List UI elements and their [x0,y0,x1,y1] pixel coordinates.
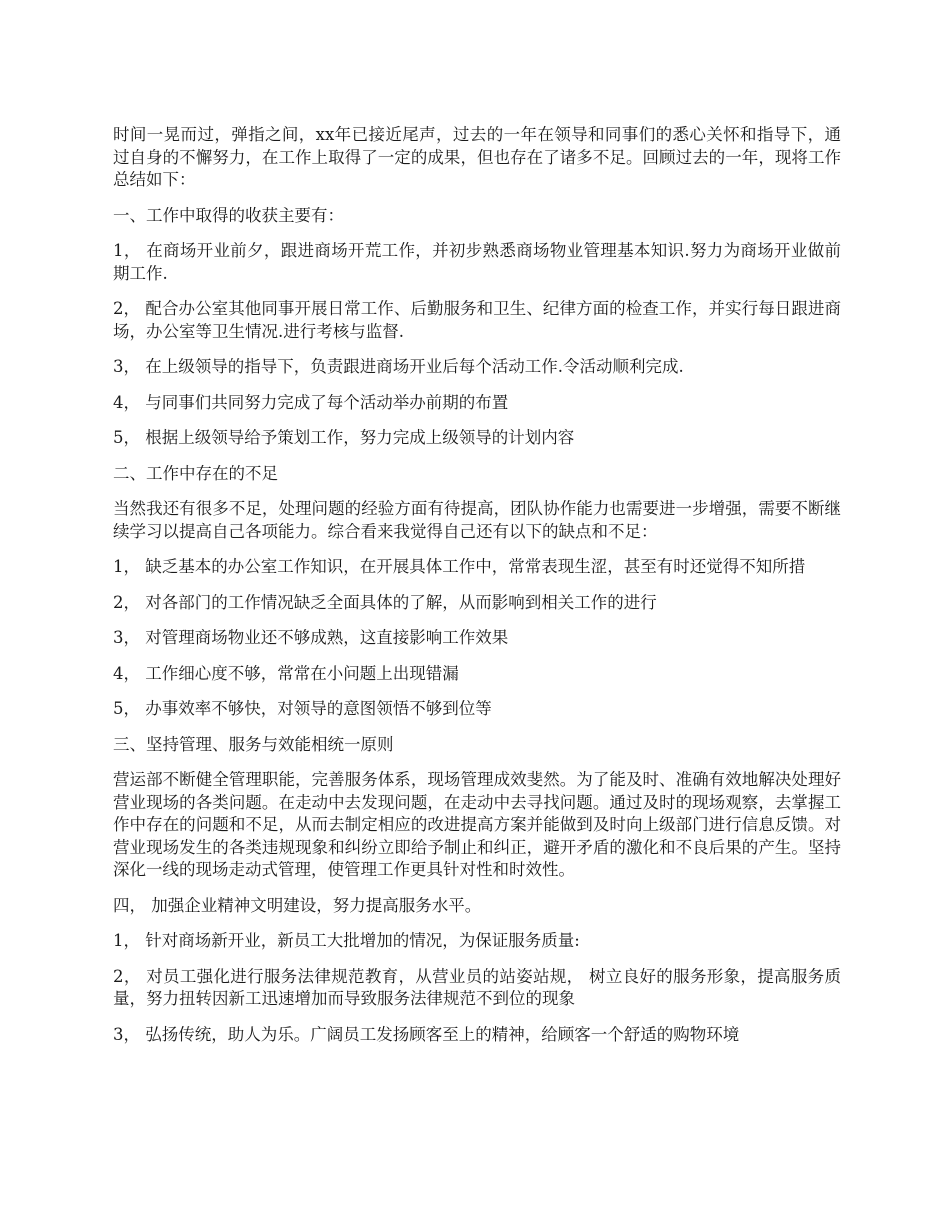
section-heading-management: 三、坚持管理、服务与效能相统一原则 [113,734,394,754]
section-heading-achievements: 一、工作中取得的收获主要有： [113,205,344,225]
list-item: 3， 弘扬传统，助人为乐。广阔员工发扬顾客至上的精神，给顾客一个舒适的购物环境 [113,1024,740,1044]
section-heading-service: 四， 加强企业精神文明建设，努力提高服务水平。 [113,895,482,915]
list-item: 1， 缺乏基本的办公室工作知识，在开展具体工作中，常常表现生涩，甚至有时还觉得不知所措 [113,557,806,576]
list-item: 1， 针对商场新开业，新员工大批增加的情况，为保证服务质量: [113,931,580,950]
list-item: 5， 办事效率不够快，对领导的意图领悟不够到位等 [113,699,492,718]
section-heading-shortcomings: 二、工作中存在的不足 [113,463,278,483]
list-item: 3， 对管理商场物业还不够成熟，这直接影响工作效果 [113,628,509,647]
list-item: 1， 在商场开业前夕，跟进商场开荒工作，并初步熟悉商场物业管理基本知识.努力为商场开业做前期工作. [113,241,841,283]
list-item: 3， 在上级领导的指导下，负责跟进商场开业后每个活动工作.令活动顺利完成. [113,357,684,376]
list-item: 4， 与同事们共同努力完成了每个活动举办前期的布置 [113,392,509,412]
list-item: 4， 工作细心度不够，常常在小问题上出现错漏 [113,663,459,683]
list-item: 5， 根据上级领导给予策划工作，努力完成上级领导的计划内容 [113,428,575,447]
list-item: 2， 对各部门的工作情况缺乏全面具体的了解，从而影响到相关工作的进行 [113,592,657,612]
list-item: 2， 对员工强化进行服务法律规范教育，从营业员的站姿站规， 树立良好的服务形象，提高服务质量，努力扭转因新工迅速增加而导致服务法律规范不到位的现象 [113,966,841,1008]
shortcomings-paragraph: 当然我还有很多不足，处理问题的经验方面有待提高，团队协作能力也需要进一步增强，需要不断继续学习以提高自己各项能力。综合看来我觉得自己还有以下的缺点和不足： [113,499,841,541]
list-item: 2， 配合办公室其他同事开展日常工作、后勤服务和卫生、纪律方面的检查工作，并实行每日跟进商场，办公室等卫生情况.进行考核与监督. [113,299,841,341]
document-page [113,124,841,1059]
intro-paragraph: 时间一晃而过，弹指之间，xx年已接近尾声，过去的一年在领导和同事们的悉心关怀和指导下，通过自身的不懈努力，在工作上取得了一定的成果，但也存在了诸多不足。回顾过去的一年，现将工作总结如下： [113,125,841,189]
management-paragraph: 营运部不断健全管理职能，完善服务体系，现场管理成效斐然。为了能及时、准确有效地解决处理好营业现场的各类问题。在走动中去发现问题，在走动中去寻找问题。通过及时的现场观察，去掌握工作中存在的问题和不足，从而去制定相应的改进提高方案并能做到及时向上级部门进行信息反馈。对营业现场发生的各类违规现象和纠纷立即给予制止和纠正，避开矛盾的激化和不良后果的产生。坚持深化一线的现场走动式管理，使管理工作更具针对性和时效性。 [113,770,841,879]
